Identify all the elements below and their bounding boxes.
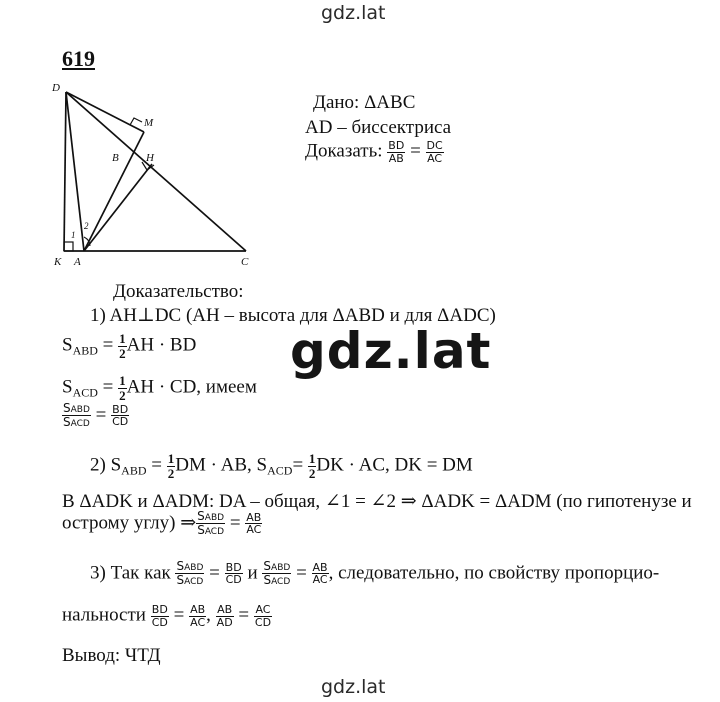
prove-line: Доказать: $\frac{BD}{AB}$ = $\frac{DC}{AC}$ <box>305 139 443 165</box>
segment-AH <box>84 164 152 251</box>
label-2: 2 <box>84 221 89 231</box>
segment-DC <box>66 92 246 251</box>
label-B: B <box>112 152 119 164</box>
proportion-fraction: $\frac{BD}{CD}$ <box>151 603 168 629</box>
triangle-figure <box>44 78 260 268</box>
area-ratio-fraction: $\frac{\text{SABD}}{\text{SACD}}$ <box>176 559 204 588</box>
bd-cd-fraction: $\frac{BD}{CD}$ <box>112 402 129 429</box>
prove-prefix: Доказать: <box>305 140 383 162</box>
prove-fraction-left: $\frac{BD}{AB}$ <box>388 139 405 165</box>
label-1: 1 <box>71 230 76 240</box>
label-H: H <box>146 152 154 164</box>
proportion-line: нальности $\frac{BD}{CD}$ = $\frac{AB}{AC}$ , $\frac{AB}{AD}$ = $\frac{AC}{CD}$ <box>62 603 272 629</box>
proof-step-1: 1) AH⊥DC (АН – высота для ΔABD и для ΔADC) <box>90 305 496 326</box>
watermark-center: gdz.lat <box>290 322 492 380</box>
proof-step-2: 2) $S_{ABD}$ = $\frac{1}{2}$ DM · AB, $S_{ACD}=$ $\frac{1}{2}$ DK · AC, DK = DM <box>90 451 473 481</box>
given-line-2: AD – биссектриса <box>305 117 452 138</box>
label-D: D <box>52 82 60 94</box>
label-K: K <box>54 256 62 268</box>
ratio-line-1: $\frac{\text{SABD}}{\text{SACD}}$ = $\frac{BD}{CD}$ <box>63 401 129 430</box>
watermark-top: gdz.lat <box>321 2 386 24</box>
label-A: A <box>74 256 81 268</box>
label-C: C <box>241 256 249 268</box>
bd-cd-fraction: $\frac{BD}{CD}$ <box>225 560 242 587</box>
area-ratio-fraction: $\frac{\text{SABD}}{\text{SACD}}$ <box>197 509 225 538</box>
problem-number: 619 <box>62 46 95 71</box>
proportion-fraction: $\frac{AB}{AC}$ <box>190 603 206 629</box>
segment-AM <box>84 132 144 251</box>
label-M: M <box>144 117 154 129</box>
conclusion: Вывод: ЧТД <box>62 645 161 666</box>
half-fraction: $\frac{1}{2}$ <box>119 373 126 403</box>
ab-ac-fraction: $\frac{AB}{AC}$ <box>246 510 262 537</box>
triangles-equality-line: В ΔADK и ΔADM: DA – общая, ∠1 = ∠2 ⇒ ΔADK = ΔADM (по гипотенузе и <box>62 491 692 512</box>
half-fraction: $\frac{1}{2}$ <box>308 451 316 481</box>
ab-ac-fraction: $\frac{AB}{AC}$ <box>312 560 328 587</box>
area-acd-line: $S_{ACD}$ = $\frac{1}{2}$ AH · CD, имеем <box>62 373 257 403</box>
half-fraction: $\frac{1}{2}$ <box>167 451 175 481</box>
proportion-fraction: $\frac{AC}{CD}$ <box>254 603 272 629</box>
right-angle-M <box>130 118 142 125</box>
proportion-fraction: $\frac{AB}{AD}$ <box>216 603 233 629</box>
proof-step-3: 3) Так как $\frac{\text{SABD}}{\text{SACD}}$ = $\frac{BD}{CD}$ и $\frac{\text{SABD}}{\text{SACD}}$ = $\frac{AB}{AC}$ , следовательно, по свойству пропорцио- <box>90 559 660 588</box>
watermark-bottom: gdz.lat <box>321 676 386 698</box>
segment-DK <box>64 92 66 251</box>
segment-DA <box>66 92 84 251</box>
half-fraction: $\frac{1}{2}$ <box>119 331 126 361</box>
right-angle-K <box>64 242 73 251</box>
area-abd-line: $S_{ABD}$ = $\frac{1}{2}$ AH · BD <box>62 331 197 361</box>
given-line-1: Дано: ΔАВС <box>313 92 416 113</box>
proof-heading: Доказательство: <box>113 281 244 302</box>
area-ratio-fraction: $\frac{\text{SABD}}{\text{SACD}}$ <box>63 401 90 430</box>
acute-angle-line: острому углу) ⇒ $\frac{\text{SABD}}{\text{SACD}}$ = $\frac{AB}{AC}$ <box>62 509 262 538</box>
area-ratio-fraction: $\frac{\text{SABD}}{\text{SACD}}$ <box>263 559 291 588</box>
prove-fraction-right: $\frac{DC}{AC}$ <box>426 139 443 165</box>
